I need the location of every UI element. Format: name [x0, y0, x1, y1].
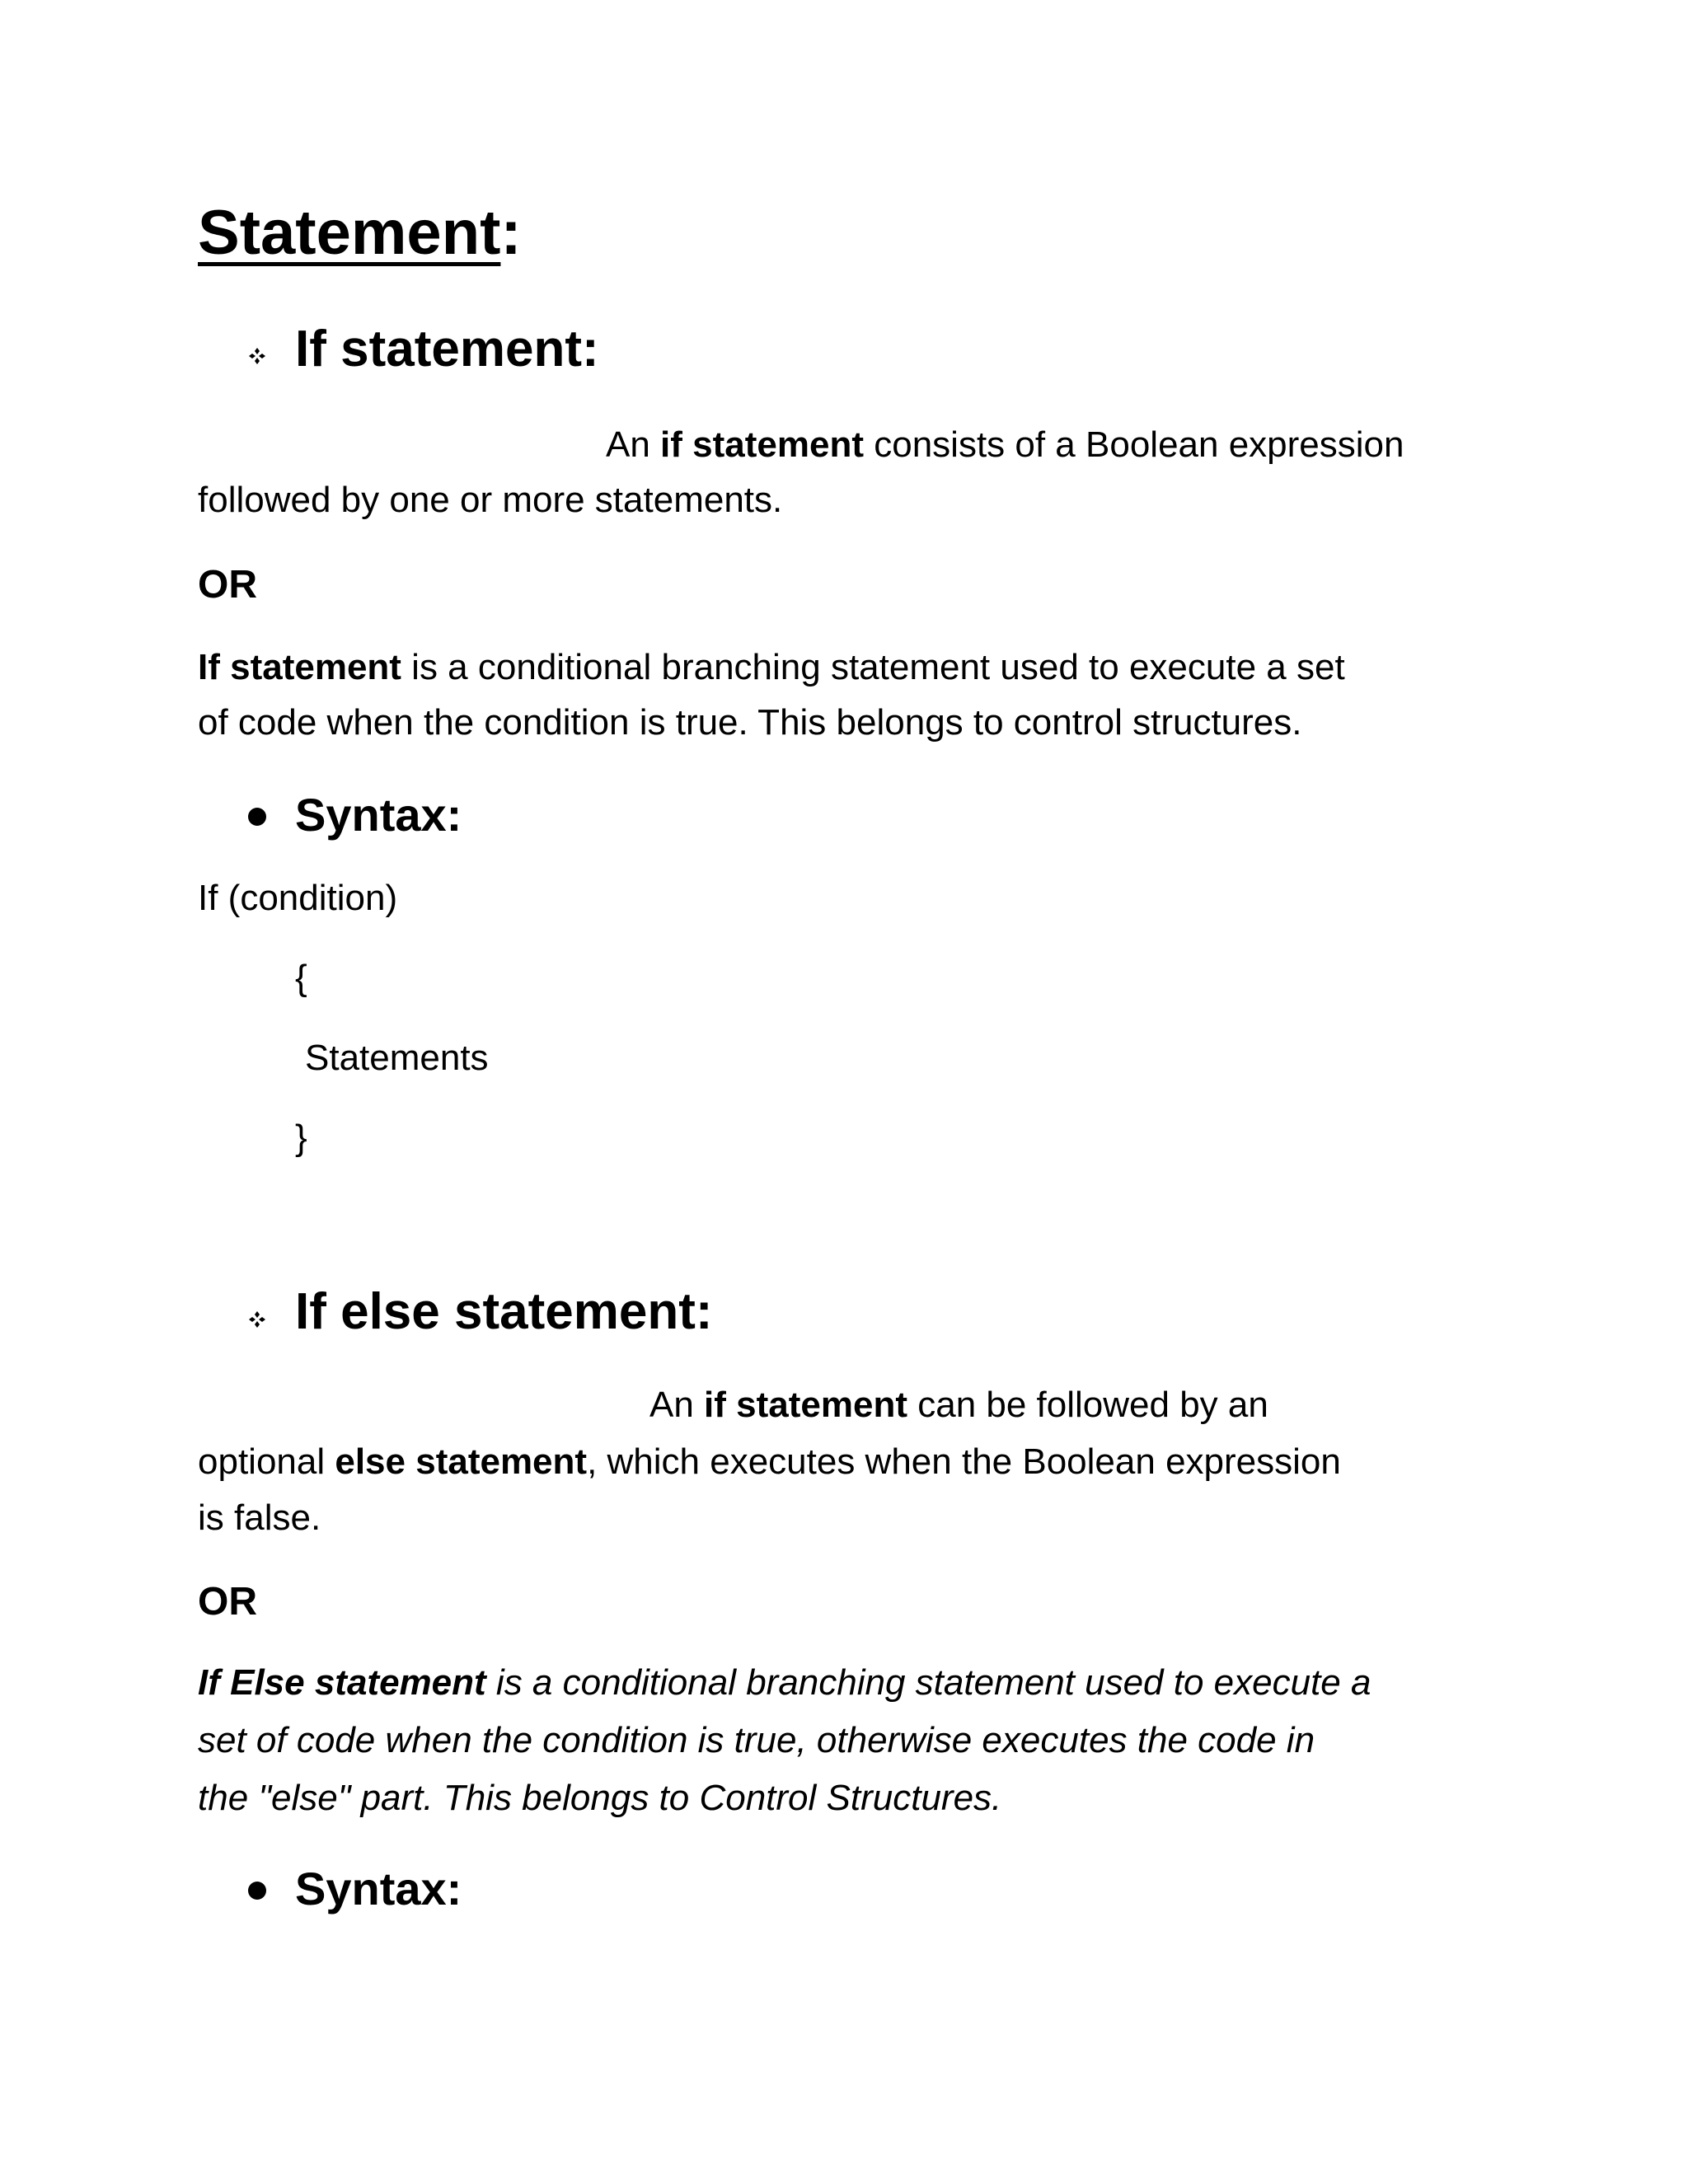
def-term: If Else statement: [198, 1662, 486, 1703]
code-body: Statements: [305, 1038, 489, 1078]
if-else-alt-definition-line-3: the "else" part. This belongs to Control Structures.: [198, 1778, 1002, 1818]
def-text: consists of a Boolean expression: [864, 424, 1404, 465]
def-text: can be followed by an: [907, 1385, 1268, 1425]
or-label: OR: [198, 563, 257, 607]
def-text: is a conditional branching statement used to execute a: [485, 1662, 1372, 1703]
def-text: optional: [198, 1441, 335, 1482]
four-diamond-icon: [248, 347, 266, 365]
four-diamond-icon: [248, 1310, 266, 1329]
or-label: OR: [198, 1580, 257, 1624]
if-alt-definition-line-1: [198, 649, 1345, 686]
if-definition-line-2: followed by one or more statements.: [198, 480, 783, 520]
def-term: if statement: [704, 1385, 907, 1425]
syntax-heading: Syntax:: [295, 1863, 462, 1915]
if-else-definition-line-2: [198, 1441, 1341, 1482]
section-heading-if: If statement:: [295, 321, 599, 377]
section-heading-if-else: If else statement:: [295, 1283, 713, 1340]
if-else-alt-definition-line-2: set of code when the condition is true, otherwise executes the code in: [198, 1720, 1315, 1760]
if-else-alt-definition-line-1: [198, 1662, 1372, 1703]
def-term: If statement: [198, 647, 401, 687]
def-term: else statement: [335, 1441, 588, 1482]
if-else-definition-line-1: [649, 1387, 1268, 1423]
def-text: An: [606, 424, 661, 465]
code-line: If (condition): [198, 878, 398, 918]
def-text: An: [649, 1385, 705, 1425]
filled-circle-icon: [248, 808, 266, 826]
if-else-definition-line-3: is false.: [198, 1497, 321, 1538]
title-colon: :: [500, 198, 522, 268]
if-alt-definition-line-2: of code when the condition is true. This belongs to control structures.: [198, 702, 1302, 743]
if-definition-line-1: [606, 424, 1404, 465]
code-close-brace: }: [295, 1118, 307, 1158]
filled-circle-icon: [248, 1882, 266, 1900]
def-term: if statement: [660, 424, 864, 465]
def-text: , which executes when the Boolean expression: [587, 1441, 1341, 1482]
page-title: [198, 198, 522, 268]
title-text: Statement: [198, 198, 501, 268]
syntax-heading: Syntax:: [295, 789, 462, 841]
code-open-brace: {: [295, 958, 307, 998]
def-text: is a conditional branching statement used to execute a set: [401, 647, 1345, 687]
